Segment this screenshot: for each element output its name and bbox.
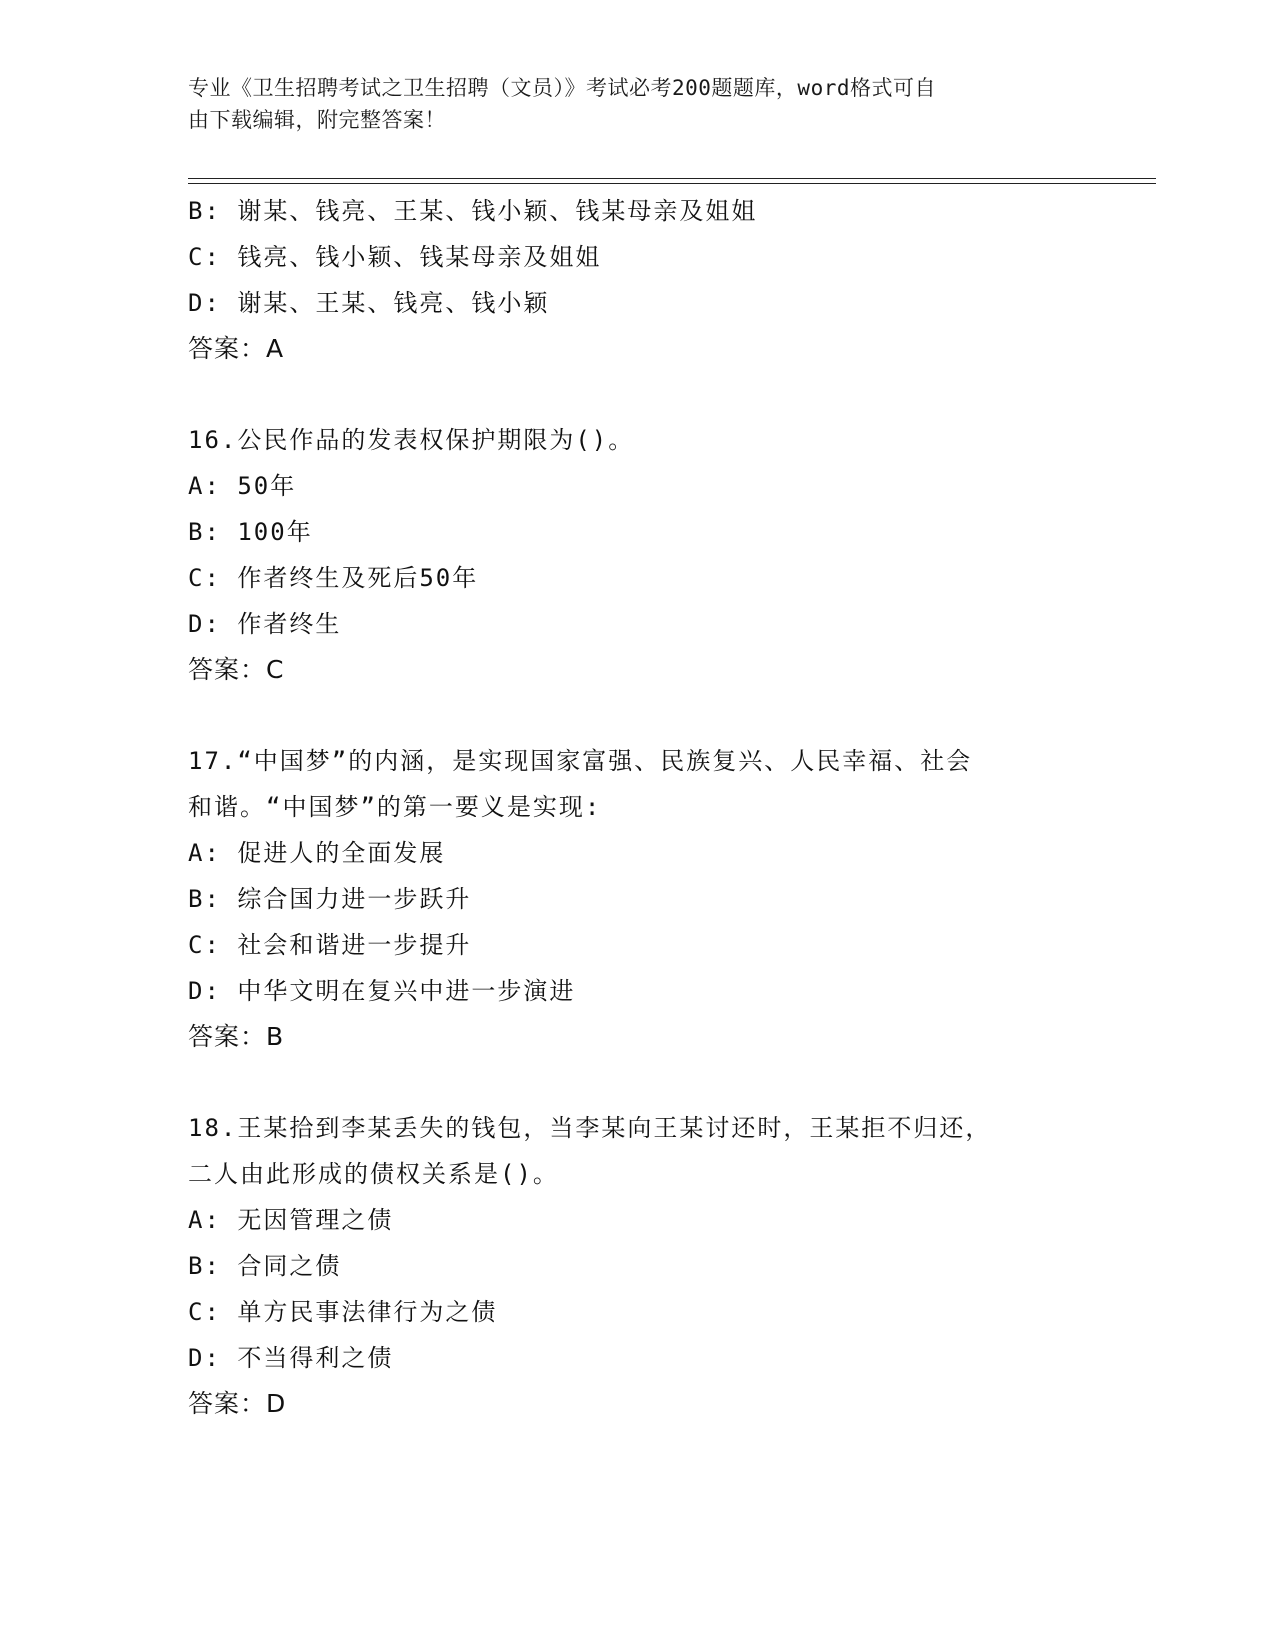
header-rule-top bbox=[188, 178, 1156, 179]
option-d: D: 谢某、王某、钱亮、钱小颖 bbox=[188, 289, 550, 317]
question-block-prev bbox=[188, 188, 1088, 372]
answer-line: 答案：D bbox=[188, 1389, 287, 1418]
question-list bbox=[188, 188, 1088, 1427]
answer-line: 答案：C bbox=[188, 655, 285, 684]
spacer bbox=[188, 693, 1088, 738]
answer-line: 答案：B bbox=[188, 1022, 285, 1051]
option-b: B: 100年 bbox=[188, 518, 313, 546]
question-stem-line: 和谐。“中国梦”的第一要义是实现: bbox=[188, 793, 602, 821]
question-stem bbox=[188, 738, 1078, 830]
option-b: B: 综合国力进一步跃升 bbox=[188, 885, 472, 913]
option-d: D: 不当得利之债 bbox=[188, 1344, 394, 1372]
option-a: A: 50年 bbox=[188, 472, 297, 500]
answer-line: 答案：A bbox=[188, 334, 285, 363]
option-c: C: 社会和谐进一步提升 bbox=[188, 931, 472, 959]
question-stem bbox=[188, 417, 1078, 463]
option-d: D: 作者终生 bbox=[188, 610, 342, 638]
spacer bbox=[188, 1060, 1088, 1105]
option-c: C: 作者终生及死后50年 bbox=[188, 564, 479, 592]
header-rule-bottom bbox=[188, 183, 1156, 184]
question-stem-line: 16.公民作品的发表权保护期限为()。 bbox=[188, 426, 635, 454]
option-c: C: 单方民事法律行为之债 bbox=[188, 1298, 498, 1326]
question-block-16 bbox=[188, 417, 1088, 693]
option-c: C: 钱亮、钱小颖、钱某母亲及姐姐 bbox=[188, 243, 602, 271]
question-stem-line: 18.王某拾到李某丢失的钱包，当李某向王某讨还时，王某拒不归还， bbox=[188, 1114, 992, 1142]
option-a: A: 无因管理之债 bbox=[188, 1206, 394, 1234]
question-stem-line: 17.“中国梦”的内涵，是实现国家富强、民族复兴、人民幸福、社会 bbox=[188, 747, 973, 775]
spacer bbox=[188, 372, 1088, 417]
option-d: D: 中华文明在复兴中进一步演进 bbox=[188, 977, 576, 1005]
option-b: B: 合同之债 bbox=[188, 1252, 342, 1280]
question-block-17 bbox=[188, 738, 1088, 1060]
header-line-1: 专业《卫生招聘考试之卫生招聘（文员）》考试必考200题题库，word格式可自 bbox=[188, 76, 936, 100]
option-a: A: 促进人的全面发展 bbox=[188, 839, 446, 867]
question-stem bbox=[188, 1105, 1078, 1197]
header-line-2: 由下载编辑，附完整答案！ bbox=[188, 108, 446, 132]
document-header bbox=[188, 72, 1068, 136]
option-b: B: 谢某、钱亮、王某、钱小颖、钱某母亲及姐姐 bbox=[188, 197, 758, 225]
question-block-18 bbox=[188, 1105, 1088, 1427]
question-stem-line: 二人由此形成的债权关系是()。 bbox=[188, 1160, 559, 1188]
